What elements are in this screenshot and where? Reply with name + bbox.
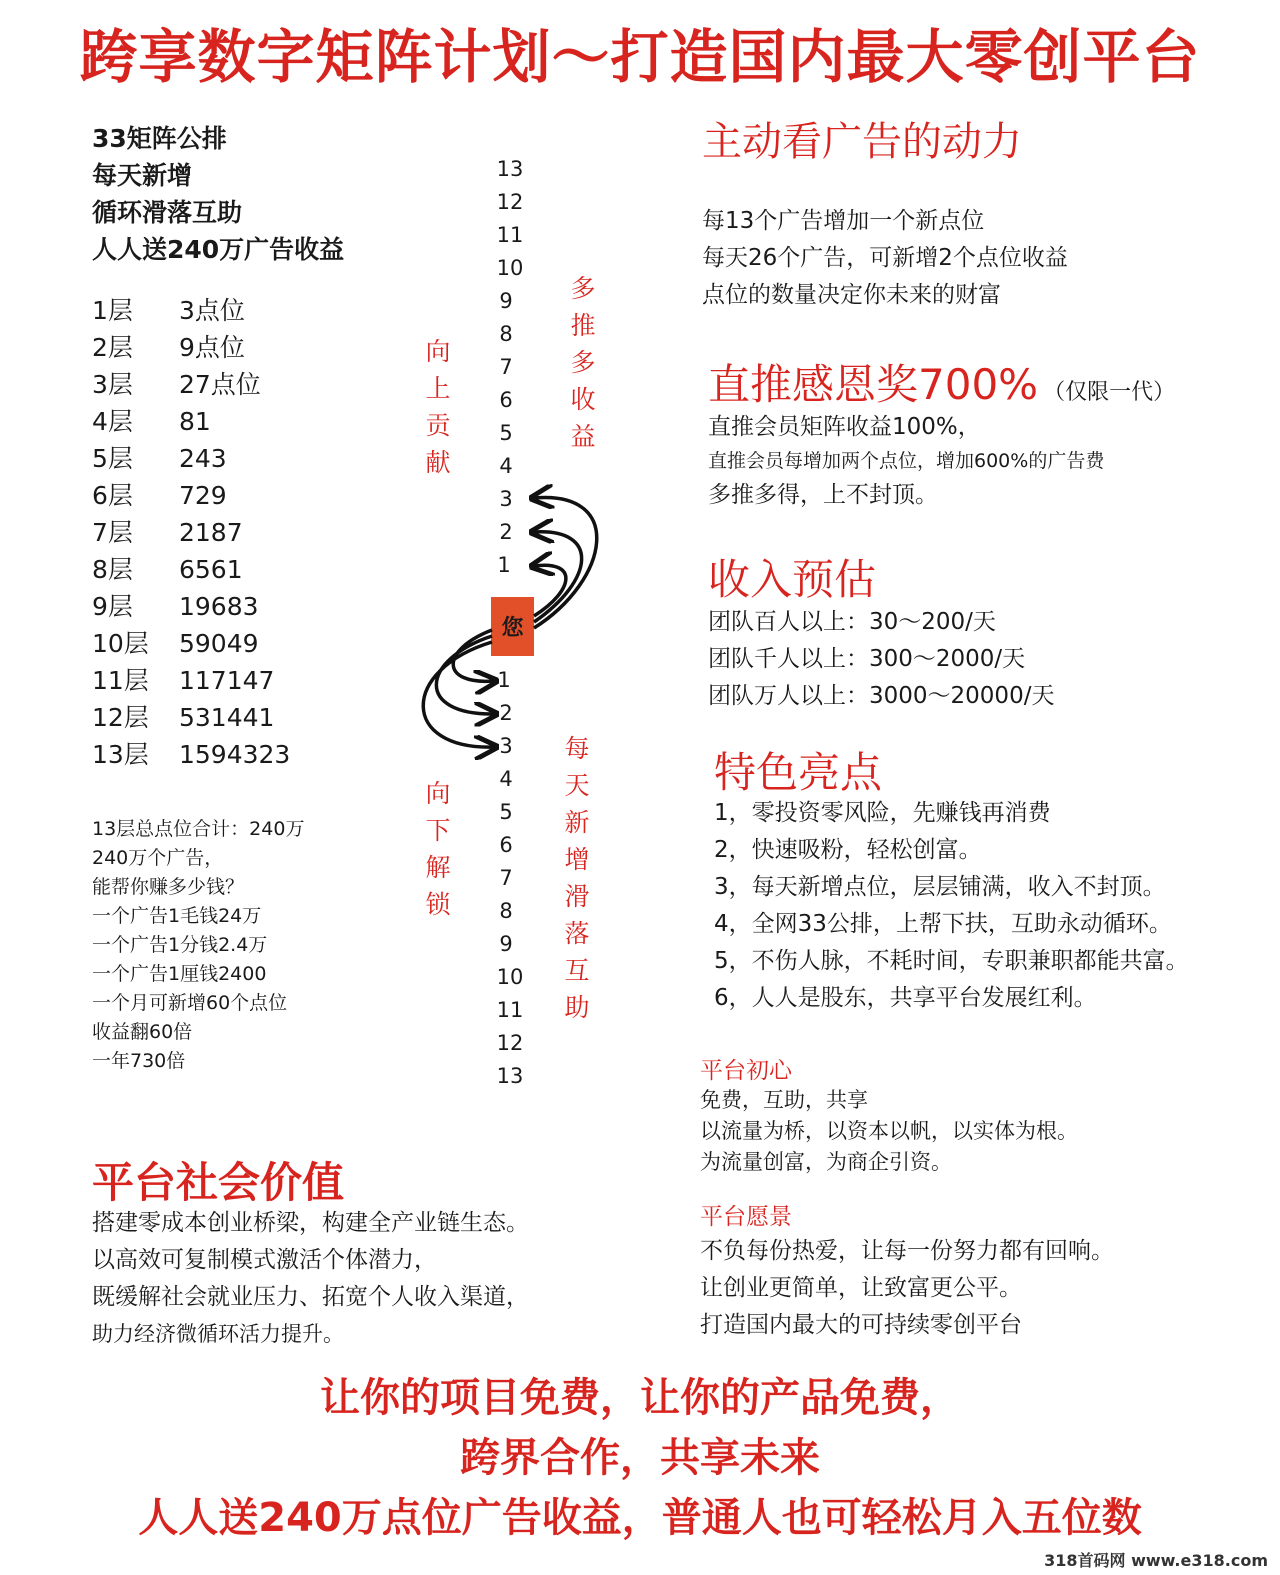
summary-line: 能帮你赚多少钱？ [92, 876, 245, 898]
vchar: 益 [570, 422, 596, 451]
up-number: 7 [499, 355, 513, 379]
summary-line: 一年730倍 [92, 1050, 186, 1072]
vchar: 落 [564, 919, 590, 948]
body-line: 团队百人以上：30～200/天 [708, 609, 996, 635]
vision-title: 平台愿景 [700, 1204, 792, 1230]
layer-value: 243 [179, 444, 227, 473]
down-number: 1 [497, 668, 511, 692]
referral-title: 直推感恩奖700% [708, 360, 1039, 409]
slogan-line: 让你的项目免费，让你的产品免费， [320, 1375, 960, 1421]
summary-line: 一个月可新增60个点位 [92, 992, 288, 1014]
layer-label: 10层 [92, 629, 149, 658]
down-number: 9 [499, 932, 513, 956]
arrow-down-2 [436, 636, 494, 714]
feature-item: 6，人人是股东，共享平台发展红利。 [714, 985, 1097, 1011]
body-line: 团队千人以上：300～2000/天 [708, 646, 1026, 672]
up-number: 9 [499, 289, 513, 313]
up-number: 8 [499, 322, 513, 346]
down-number: 10 [496, 965, 524, 989]
referral-body [708, 410, 1104, 512]
down-number: 8 [499, 899, 513, 923]
body-line: 免费，互助，共享 [700, 1088, 868, 1112]
summary-line: 一个广告1厘钱2400 [92, 963, 267, 985]
up-number: 13 [496, 157, 524, 181]
down-number: 6 [499, 833, 513, 857]
vchar: 向 [425, 337, 451, 366]
summary-line: 一个广告1分钱2.4万 [92, 934, 268, 956]
up-number: 11 [496, 223, 524, 247]
vchar: 向 [425, 779, 451, 808]
up-number: 4 [499, 454, 513, 478]
body-line: 以高效可复制模式激活个体潜力， [92, 1247, 437, 1273]
up-number: 12 [496, 190, 524, 214]
layer-value: 531441 [179, 703, 275, 732]
up-number: 6 [499, 388, 513, 412]
vchar: 天 [564, 771, 590, 800]
body-line: 直推会员每增加两个点位，增加600%的广告费 [708, 450, 1105, 472]
intro-line: 33矩阵公排 [92, 124, 227, 153]
bottom-slogans [0, 1370, 1280, 1546]
slogan-line: 人人送240万点位广告收益，普通人也可轻松月入五位数 [138, 1495, 1142, 1541]
income-title: 收入预估 [708, 555, 877, 604]
up-number: 10 [496, 256, 524, 280]
referral-heading [708, 352, 1175, 412]
vchar: 增 [564, 845, 590, 874]
vchar: 上 [425, 374, 451, 403]
up-number: 2 [499, 520, 513, 544]
vision-body [700, 1233, 1114, 1344]
body-line: 打造国内最大的可持续零创平台 [700, 1312, 1022, 1338]
you-marker: 您 [491, 597, 534, 656]
intent-body [700, 1085, 1078, 1178]
vchar: 下 [425, 816, 451, 845]
watermark: 318首码网 www.e318.com [1044, 1551, 1268, 1570]
layer-label: 4层 [92, 407, 133, 436]
summary-line: 240万个广告， [92, 847, 224, 869]
down-number: 3 [499, 734, 513, 758]
slogan-line: 跨界合作，共享未来 [460, 1435, 820, 1481]
body-line: 既缓解社会就业压力、拓宽个人收入渠道， [92, 1284, 529, 1310]
income-body [708, 604, 1054, 715]
layer-value: 6561 [179, 555, 243, 584]
vchar: 每 [564, 734, 590, 763]
layer-label: 3层 [92, 370, 133, 399]
body-line: 多推多得，上不封顶。 [708, 482, 938, 508]
feature-item: 5，不伤人脉，不耗时间，专职兼职都能共富。 [714, 948, 1189, 974]
vchar: 滑 [564, 882, 590, 911]
layer-value: 81 [179, 407, 211, 436]
intro-line: 循环滑落互助 [92, 198, 243, 227]
layer-label: 1层 [92, 296, 133, 325]
layer-value: 729 [179, 481, 227, 510]
layer-label: 13层 [92, 740, 149, 769]
vchar: 助 [564, 993, 590, 1022]
body-line: 每天26个广告，可新增2个点位收益 [702, 245, 1068, 271]
ad-motivation-body [702, 203, 1068, 314]
layer-label: 9层 [92, 592, 133, 621]
layer-value: 1594323 [179, 740, 291, 769]
summary-line: 13层总点位合计：240万 [92, 818, 305, 840]
down-number: 5 [499, 800, 513, 824]
down-number: 4 [499, 767, 513, 791]
feature-item: 2，快速吸粉，轻松创富。 [714, 837, 982, 863]
vchar: 多 [570, 274, 596, 303]
features-title: 特色亮点 [714, 748, 883, 797]
feature-item: 1，零投资零风险，先赚钱再消费 [714, 800, 1051, 826]
layer-value: 19683 [179, 592, 259, 621]
intro-line: 每天新增 [92, 161, 193, 190]
vchar: 新 [564, 808, 590, 837]
page-title: 跨享数字矩阵计划～打造国内最大零创平台 [79, 23, 1201, 91]
down-number: 7 [499, 866, 513, 890]
vchar: 收 [570, 385, 596, 414]
body-line: 每13个广告增加一个新点位 [702, 208, 985, 234]
down-number: 2 [499, 701, 513, 725]
down-number: 12 [496, 1031, 524, 1055]
body-line: 为流量创富，为商企引资。 [700, 1150, 952, 1174]
body-line: 助力经济微循环活力提升。 [92, 1322, 344, 1346]
down-number: 11 [496, 998, 524, 1022]
layer-value: 59049 [179, 629, 259, 658]
feature-item: 4，全网33公排，上帮下扶，互助永动循环。 [714, 911, 1172, 937]
layer-label: 8层 [92, 555, 133, 584]
summary-line: 收益翻60倍 [92, 1021, 193, 1043]
summary-line: 一个广告1毛钱24万 [92, 905, 262, 927]
intent-title: 平台初心 [700, 1058, 792, 1084]
features-list [714, 795, 1189, 1017]
layer-value: 2187 [179, 518, 243, 547]
vchar: 贡 [425, 411, 451, 440]
layer-value: 117147 [179, 666, 275, 695]
vchar: 解 [425, 853, 451, 882]
ad-motivation-title: 主动看广告的动力 [702, 119, 1022, 165]
body-line: 不负每份热爱，让每一份努力都有回响。 [700, 1238, 1114, 1264]
vchar: 献 [425, 448, 451, 477]
body-line: 点位的数量决定你未来的财富 [702, 282, 1001, 308]
layer-label: 5层 [92, 444, 133, 473]
referral-note: （仅限一代） [1043, 380, 1176, 405]
up-number: 3 [499, 487, 513, 511]
layer-label: 12层 [92, 703, 149, 732]
vchar: 推 [570, 311, 596, 340]
social-title: 平台社会价值 [92, 1158, 345, 1207]
intro-line: 人人送240万广告收益 [92, 235, 345, 264]
body-line: 团队万人以上：3000～20000/天 [708, 683, 1055, 709]
layer-label: 2层 [92, 333, 133, 362]
layer-label: 6层 [92, 481, 133, 510]
body-line: 直推会员矩阵收益100%， [708, 414, 981, 440]
vchar: 互 [564, 956, 590, 985]
layer-value: 9点位 [179, 333, 245, 362]
arrow-down-3 [423, 642, 494, 747]
vchar: 多 [570, 348, 596, 377]
body-line: 搭建零成本创业桥梁，构建全产业链生态。 [92, 1210, 529, 1236]
down-number: 13 [496, 1064, 524, 1088]
vchar: 锁 [425, 890, 451, 919]
layer-label: 7层 [92, 518, 133, 547]
layer-value: 3点位 [179, 296, 245, 325]
feature-item: 3，每天新增点位，层层铺满，收入不封顶。 [714, 874, 1166, 900]
body-line: 让创业更简单，让致富更公平。 [700, 1275, 1022, 1301]
up-number: 5 [499, 421, 513, 445]
body-line: 以流量为桥，以资本以帆，以实体为根。 [700, 1119, 1078, 1143]
layer-label: 11层 [92, 666, 149, 695]
up-number: 1 [497, 553, 511, 577]
layer-value: 27点位 [179, 370, 261, 399]
social-body [92, 1205, 529, 1353]
